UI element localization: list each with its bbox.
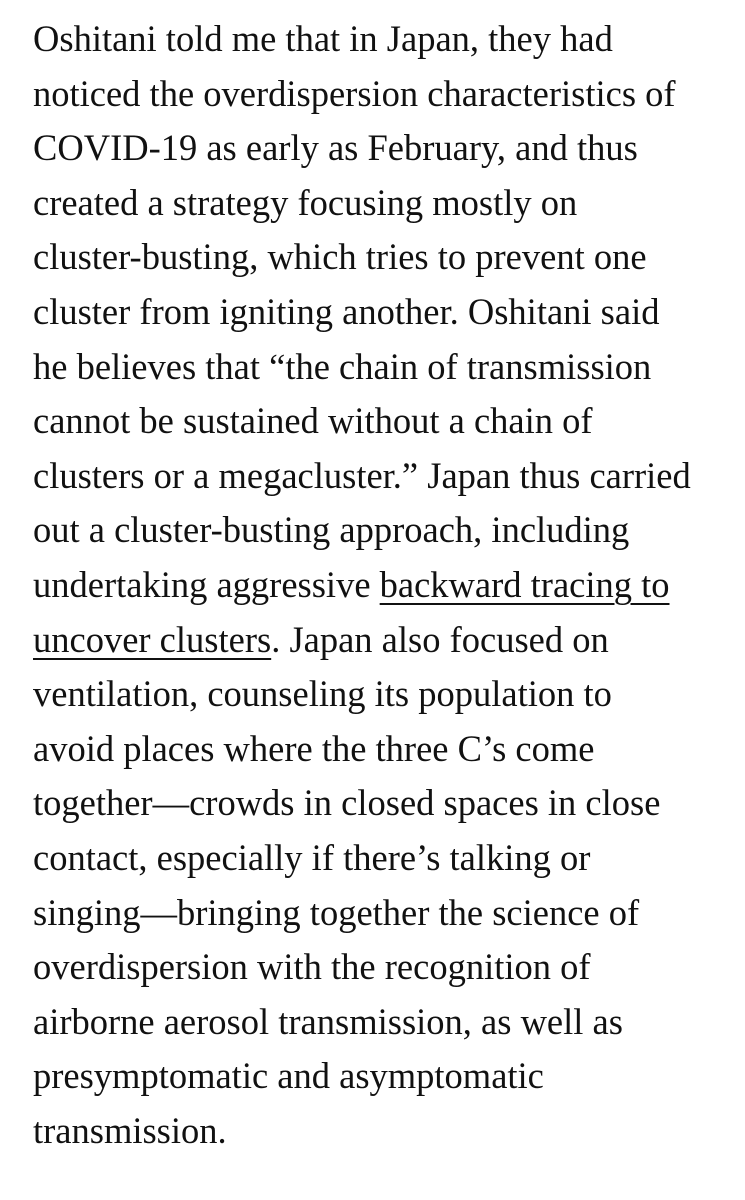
text-line: contact, especially if there’s talking or <box>33 836 591 878</box>
text-line: noticed the overdispersion characteristics of <box>33 72 676 114</box>
text-line: airborne aerosol transmission, as well as <box>33 1000 623 1042</box>
text-line: COVID-19 as early as February, and thus <box>33 127 638 169</box>
text-line: cluster from igniting another. Oshitani said <box>33 290 660 332</box>
article-paragraph <box>33 12 733 1158</box>
text-line: out a cluster-busting approach, including <box>33 509 630 551</box>
text-line: Oshitani told me that in Japan, they had <box>33 18 613 59</box>
text-line: presymptomatic and asymptomatic <box>33 1055 544 1097</box>
text-segment: . Japan also focused on <box>271 618 609 660</box>
text-line <box>33 558 733 613</box>
text-line: ventilation, counseling its population to <box>33 673 612 715</box>
text-line: singing—bringing together the science of <box>33 891 640 933</box>
text-line: created a strategy focusing mostly on <box>33 181 578 223</box>
text-line: together—crowds in closed spaces in close <box>33 782 661 824</box>
text-line: he believes that “the chain of transmission <box>33 345 652 387</box>
backward-tracing-link-part-1[interactable]: backward tracing to <box>379 563 670 605</box>
text-line: avoid places where the three C’s come <box>33 727 595 769</box>
text-line: cannot be sustained without a chain of <box>33 400 593 442</box>
text-line <box>33 613 733 668</box>
text-segment: undertaking aggressive <box>33 563 380 605</box>
text-line: transmission. <box>33 1109 227 1151</box>
backward-tracing-link-part-2[interactable]: uncover clusters <box>33 618 272 660</box>
text-line: overdispersion with the recognition of <box>33 946 591 988</box>
text-line: cluster-busting, which tries to prevent one <box>33 236 647 278</box>
text-line: clusters or a megacluster.” Japan thus carried <box>33 454 691 496</box>
